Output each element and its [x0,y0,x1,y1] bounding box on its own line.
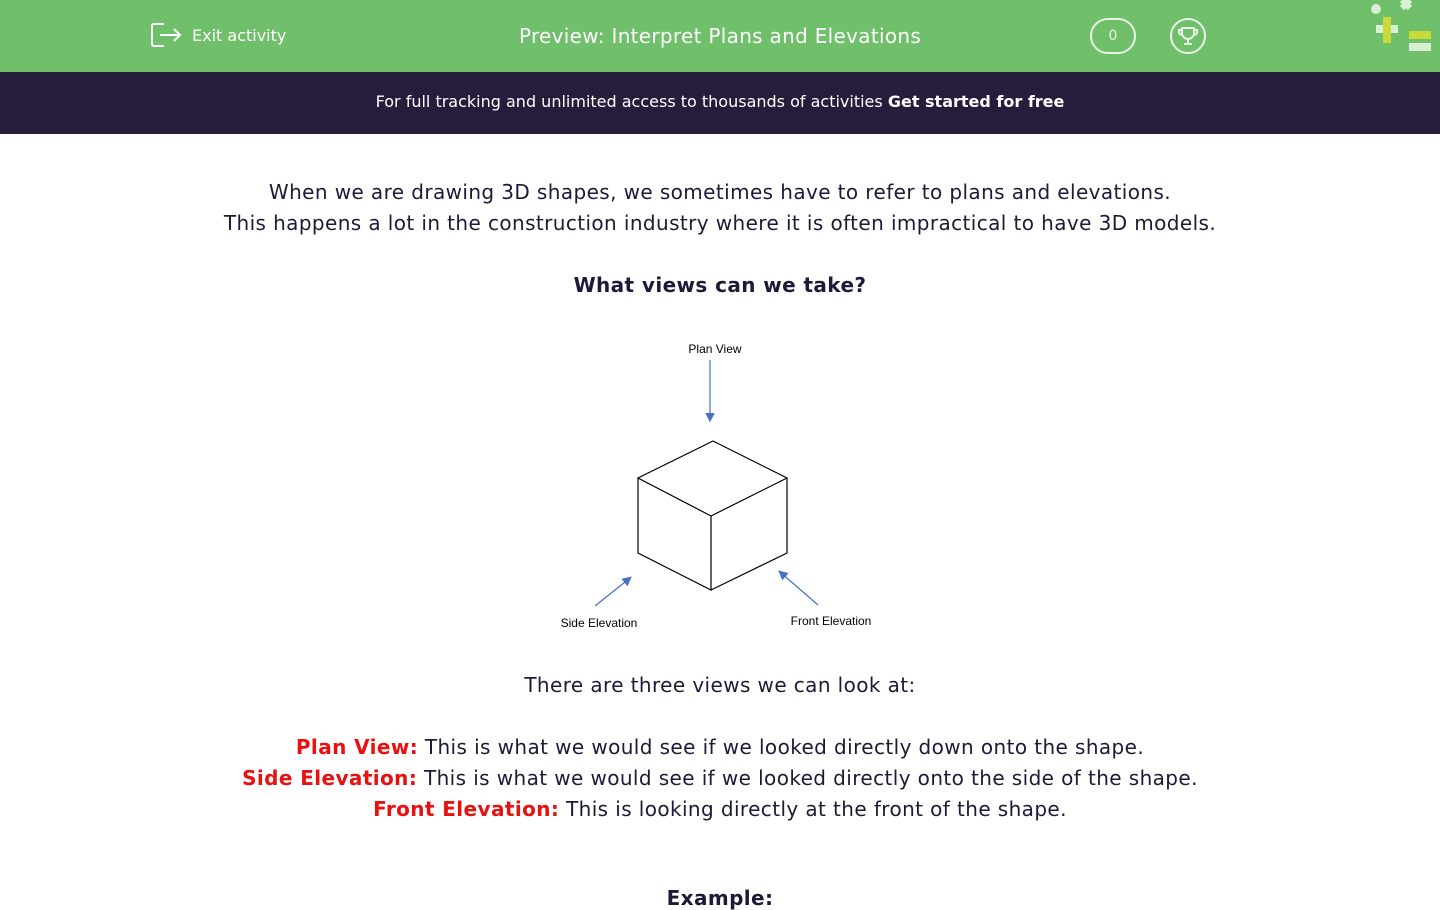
term: Plan View: [295,735,419,759]
term: Side Elevation: [242,766,418,790]
trophy-icon [1177,25,1199,47]
section-heading: What views can we take? [573,273,867,297]
definition-side [0,766,1440,790]
page-title: Preview: Interpret Plans and Elevations [518,24,922,48]
intro-line-1: When we are drawing 3D shapes, we sometimes have to refer to plans and elevations. [268,180,1172,204]
score-badge: 0 [1090,18,1136,54]
trophy-button[interactable] [1170,18,1206,54]
exit-label: Exit activity [192,25,287,45]
term: Front Elevation: [373,797,560,821]
example-heading: Example: [666,886,774,910]
get-started-link[interactable]: Get started for free [887,92,1065,111]
definition-front [0,797,1440,821]
definition-plan [0,735,1440,759]
side-arrow [595,578,630,606]
cube-shape [638,441,787,590]
front-elevation-label: Front Elevation [790,614,872,628]
side-elevation-label: Side Elevation [560,616,638,630]
three-views-text: There are three views we can look at: [524,673,916,697]
signup-banner [0,72,1440,134]
definition: This is looking directly at the front of the shape. [559,797,1067,821]
top-bar [0,0,1440,72]
intro-line-2: This happens a lot in the construction industry where it is often impractical to have 3D models. [223,211,1217,235]
banner-text: For full tracking and unlimited access to thousands of activities [375,92,888,111]
logo-icon [1368,0,1440,56]
definition: This is what we would see if we looked directly down onto the shape. [418,735,1145,759]
plan-view-label: Plan View [688,342,742,356]
front-arrow [780,572,818,605]
definition: This is what we would see if we looked directly onto the side of the shape. [417,766,1198,790]
